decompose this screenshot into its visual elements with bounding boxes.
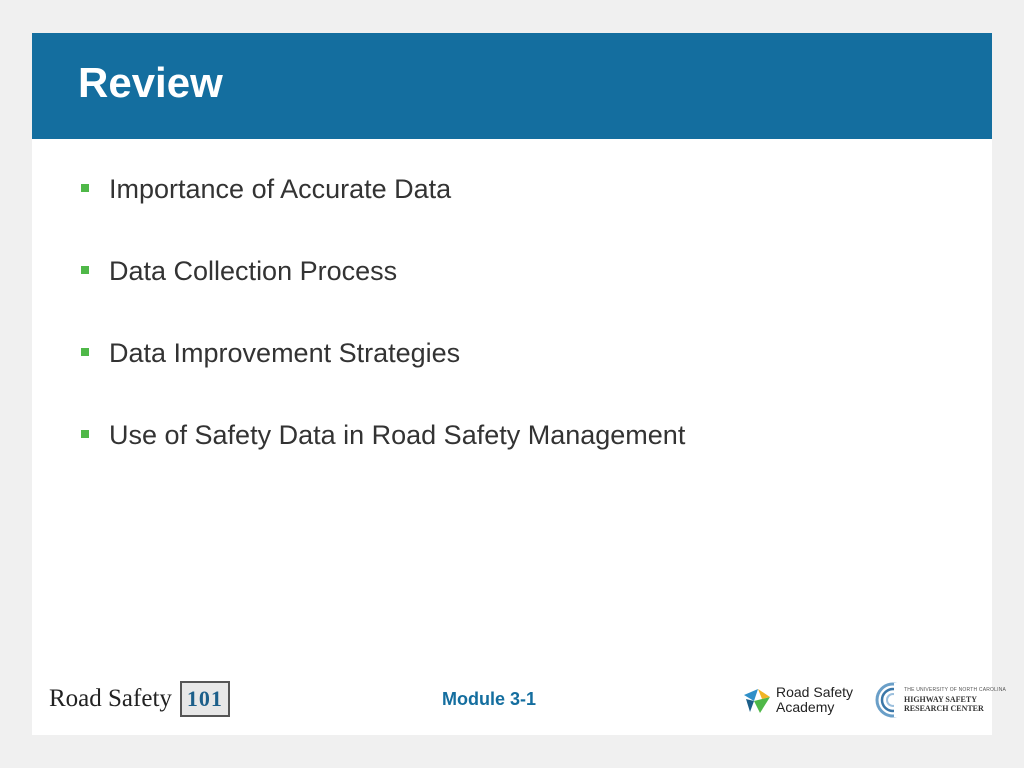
road-safety-101-logo xyxy=(49,678,230,720)
road-safety-academy-mark-icon xyxy=(742,685,772,715)
square-bullet-icon xyxy=(81,430,89,438)
road-safety-101-logo-number: 101 xyxy=(180,681,230,717)
road-safety-academy-logo xyxy=(742,681,857,721)
bullet-text: Data Collection Process xyxy=(109,256,398,286)
title-bar xyxy=(32,33,992,139)
road-safety-academy-line-2: Academy xyxy=(776,699,835,715)
bullet-item xyxy=(78,415,685,497)
road-safety-101-logo-text: Road Safety xyxy=(49,685,172,712)
slide xyxy=(32,33,1007,735)
hsrc-line-2: RESEARCH CENTER xyxy=(904,704,984,713)
hsrc-line-1: HIGHWAY SAFETY xyxy=(904,695,977,704)
slide-title: Review xyxy=(78,59,223,106)
bullet-list xyxy=(78,169,685,497)
hsrc-university-text: THE UNIVERSITY OF NORTH CAROLINA xyxy=(904,687,1007,693)
square-bullet-icon xyxy=(81,348,89,356)
bullet-text: Importance of Accurate Data xyxy=(109,174,452,204)
module-label: Module 3-1 xyxy=(442,689,537,709)
highway-safety-research-center-logo xyxy=(874,679,1007,721)
bullet-text: Use of Safety Data in Road Safety Management xyxy=(109,420,686,450)
bullet-text: Data Improvement Strategies xyxy=(109,338,461,368)
bullet-item xyxy=(78,169,685,251)
bullet-item xyxy=(78,333,685,415)
bullet-item xyxy=(78,251,685,333)
square-bullet-icon xyxy=(81,266,89,274)
square-bullet-icon xyxy=(81,184,89,192)
road-safety-academy-line-1: Road Safety xyxy=(776,684,854,700)
